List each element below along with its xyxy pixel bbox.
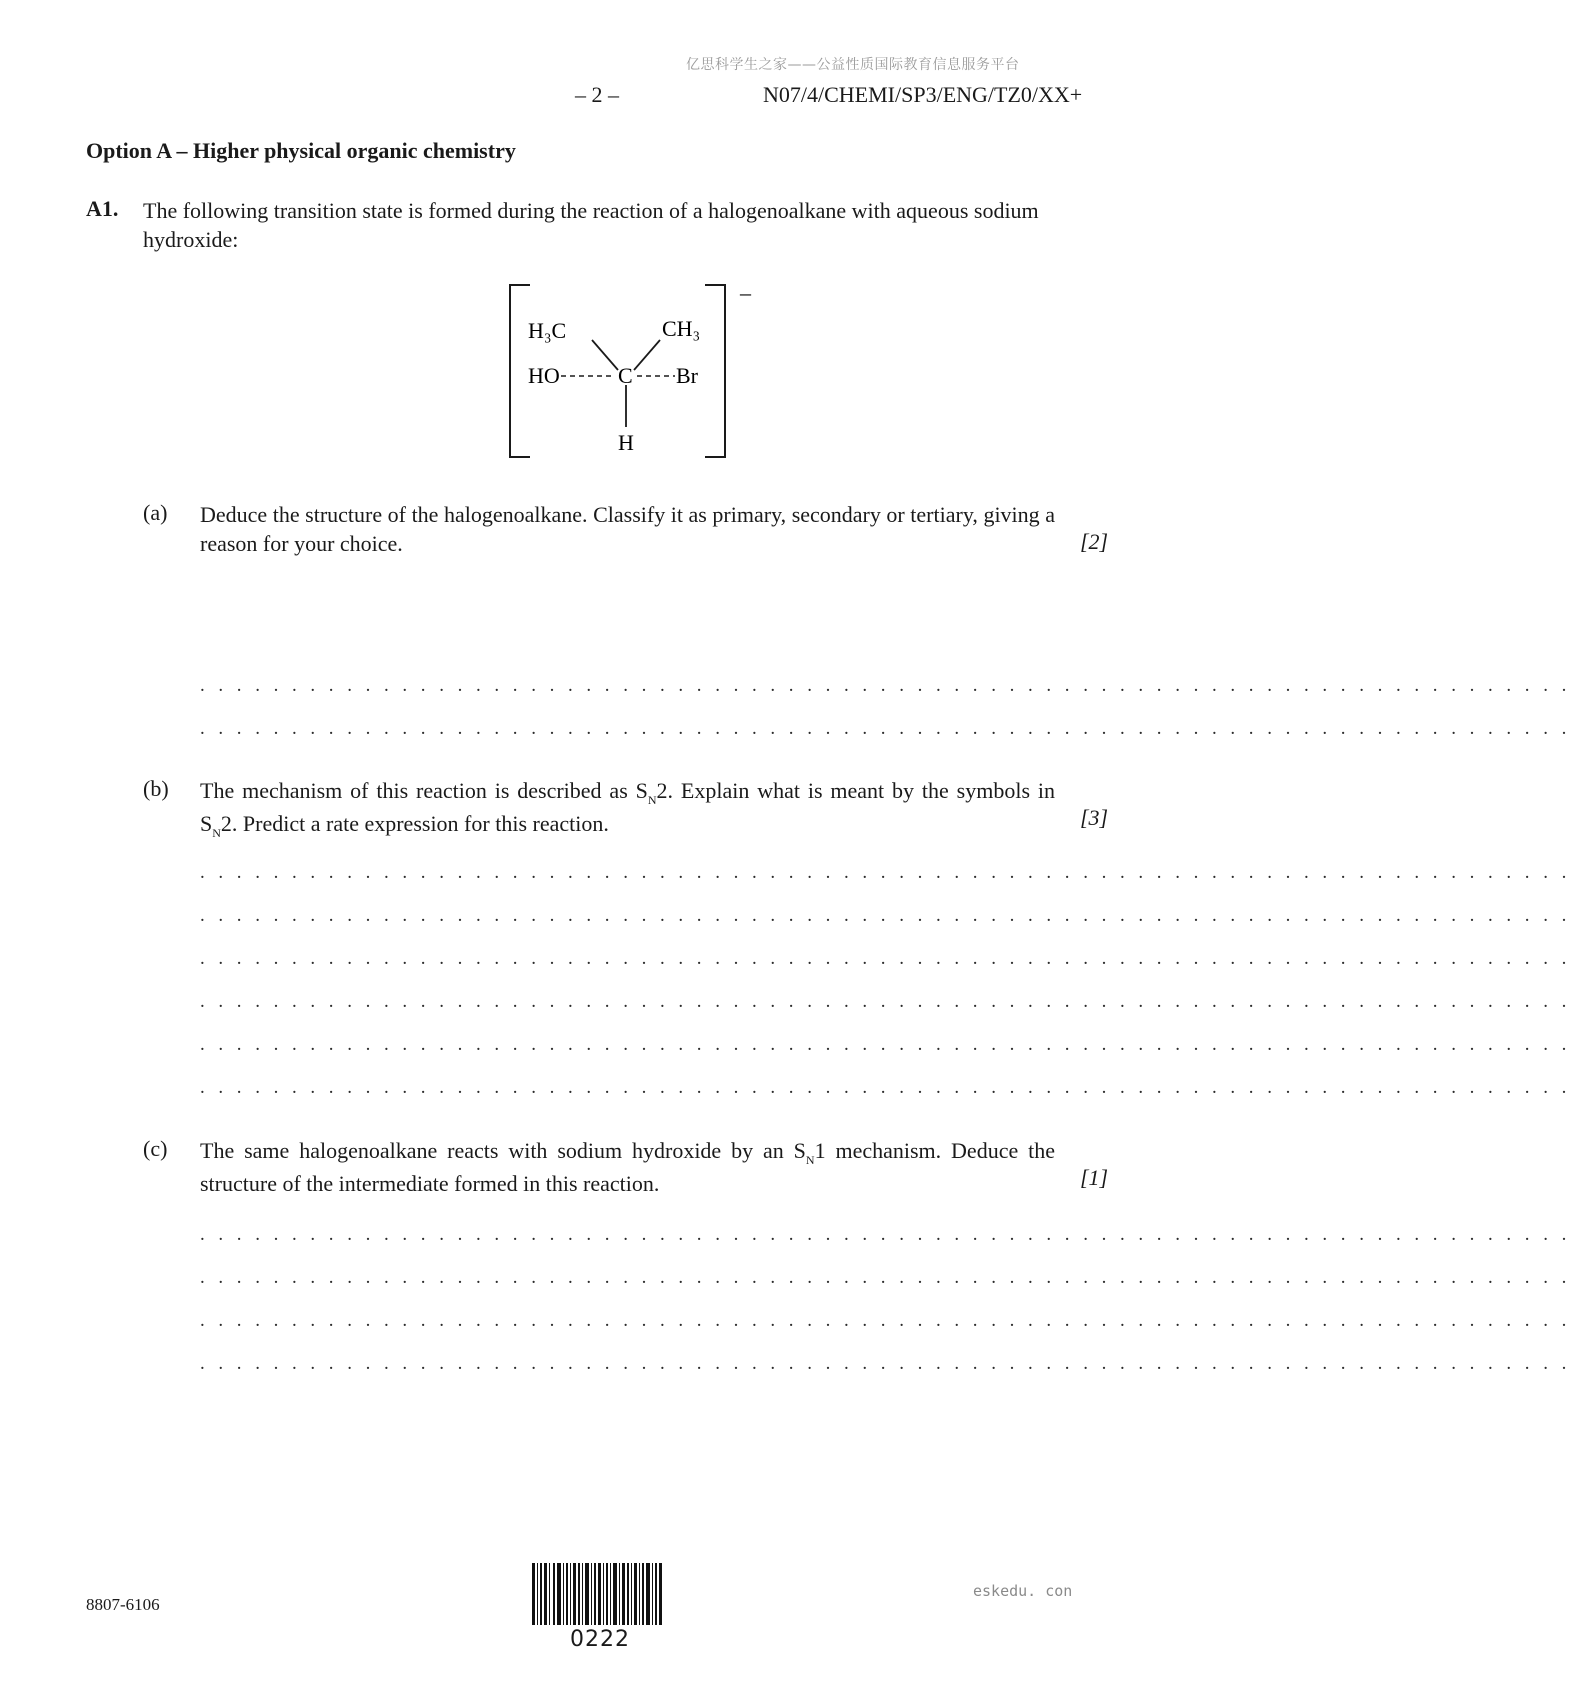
charge-sign: – (740, 280, 751, 305)
answer-line[interactable]: . . . . . . . . . . . . . . . . . . . . . . . . . . . . . . . . . . . . . . . . . . . . . . . . . . . . . . . . . . . . . . . . . . . . . . . . . . . (200, 1310, 1571, 1331)
answer-line[interactable]: . . . . . . . . . . . . . . . . . . . . . . . . . . . . . . . . . . . . . . . . . . . . . . . . . . . . . . . . . . . . . . . . . . . . . . . . . . . (200, 1353, 1571, 1374)
group-ch3: CH₃ (662, 316, 701, 341)
part-c-text-1: The same halogenoalkane reacts with sodium hydroxide by an S (200, 1138, 806, 1163)
part-c-label: (c) (143, 1136, 168, 1161)
page-number: – 2 – (575, 82, 619, 107)
answer-line[interactable]: . . . . . . . . . . . . . . . . . . . . . . . . . . . . . . . . . . . . . . . . . . . . . . . . . . . . . . . . . . . . . . . . . . . . . . . . . . . (200, 905, 1571, 926)
subscript-n: N (212, 826, 221, 840)
part-b-marks: [3] (1080, 805, 1109, 830)
answer-line[interactable]: . . . . . . . . . . . . . . . . . . . . . . . . . . . . . . . . . . . . . . . . . . . . . . . . . . . . . . . . . . . . . . . . . . . . . . . . . . . (200, 675, 1571, 696)
part-a-marks: [2] (1080, 529, 1109, 554)
part-b-text-3: 2. Predict a rate expression for this reaction. (220, 811, 609, 836)
site-watermark: eskedu. con (973, 1582, 1073, 1600)
right-bracket (705, 285, 725, 457)
part-b-text-1: The mechanism of this reaction is described as S (200, 778, 648, 803)
group-br: Br (676, 363, 698, 388)
part-c-marks: [1] (1080, 1165, 1109, 1190)
answer-line[interactable]: . . . . . . . . . . . . . . . . . . . . . . . . . . . . . . . . . . . . . . . . . . . . . . . . . . . . . . . . . . . . . . . . . . . . . . . . . . . (200, 948, 1571, 969)
atom-c: C (618, 363, 633, 388)
part-a-label: (a) (143, 500, 168, 525)
part-c-text-2: 1 mechanism. Deduce the structure of the intermediate formed in this reaction. (200, 1138, 1055, 1196)
part-b-label: (b) (143, 776, 169, 801)
subscript-n: N (647, 793, 657, 807)
part-b-text-2: 2. Explain what is meant by the symbols in S (200, 778, 1055, 836)
part-b-text (200, 776, 1055, 842)
paper-code: N07/4/CHEMI/SP3/ENG/TZ0/XX+ (763, 82, 1083, 107)
section-title: Option A – Higher physical organic chemistry (86, 138, 516, 163)
question-number: A1. (86, 196, 119, 221)
bond-h3c (592, 340, 618, 370)
subscript-n: N (805, 1153, 815, 1167)
left-bracket (510, 285, 530, 457)
answer-line[interactable]: . . . . . . . . . . . . . . . . . . . . . . . . . . . . . . . . . . . . . . . . . . . . . . . . . . . . . . . . . . . . . . . . . . . . . . . . . . . (200, 1267, 1571, 1288)
document-code: 8807-6106 (86, 1595, 160, 1614)
part-a-text: Deduce the structure of the halogenoalkane. Classify it as primary, secondary or tertiary, giving a reason for your choice. (200, 502, 1055, 556)
question-stem: The following transition state is formed during the reaction of a halogenoalkane with aqueous sodium hydroxide: (143, 198, 1039, 252)
answer-line[interactable]: . . . . . . . . . . . . . . . . . . . . . . . . . . . . . . . . . . . . . . . . . . . . . . . . . . . . . . . . . . . . . . . . . . . . . . . . . . . (200, 1077, 1571, 1098)
watermark-text: 亿思科学生之家——公益性质国际教育信息服务平台 (686, 57, 1020, 73)
answer-line[interactable]: . . . . . . . . . . . . . . . . . . . . . . . . . . . . . . . . . . . . . . . . . . . . . . . . . . . . . . . . . . . . . . . . . . . . . . . . . . . (200, 1034, 1571, 1055)
barcode-number: 0222 (570, 1627, 630, 1652)
answer-line[interactable]: . . . . . . . . . . . . . . . . . . . . . . . . . . . . . . . . . . . . . . . . . . . . . . . . . . . . . . . . . . . . . . . . . . . . . . . . . . . (200, 1224, 1571, 1245)
part-c-text (200, 1136, 1055, 1198)
answer-line[interactable]: . . . . . . . . . . . . . . . . . . . . . . . . . . . . . . . . . . . . . . . . . . . . . . . . . . . . . . . . . . . . . . . . . . . . . . . . . . . (200, 862, 1571, 883)
atom-h: H (618, 430, 634, 455)
answer-line[interactable]: . . . . . . . . . . . . . . . . . . . . . . . . . . . . . . . . . . . . . . . . . . . . . . . . . . . . . . . . . . . . . . . . . . . . . . . . . . . (200, 718, 1571, 739)
group-h3c: H₃C (528, 318, 567, 343)
barcode (532, 1563, 664, 1625)
bond-ch3 (634, 340, 660, 370)
group-ho: HO (528, 363, 560, 388)
transition-state-diagram (500, 280, 770, 470)
answer-line[interactable]: . . . . . . . . . . . . . . . . . . . . . . . . . . . . . . . . . . . . . . . . . . . . . . . . . . . . . . . . . . . . . . . . . . . . . . . . . . . (200, 991, 1571, 1012)
